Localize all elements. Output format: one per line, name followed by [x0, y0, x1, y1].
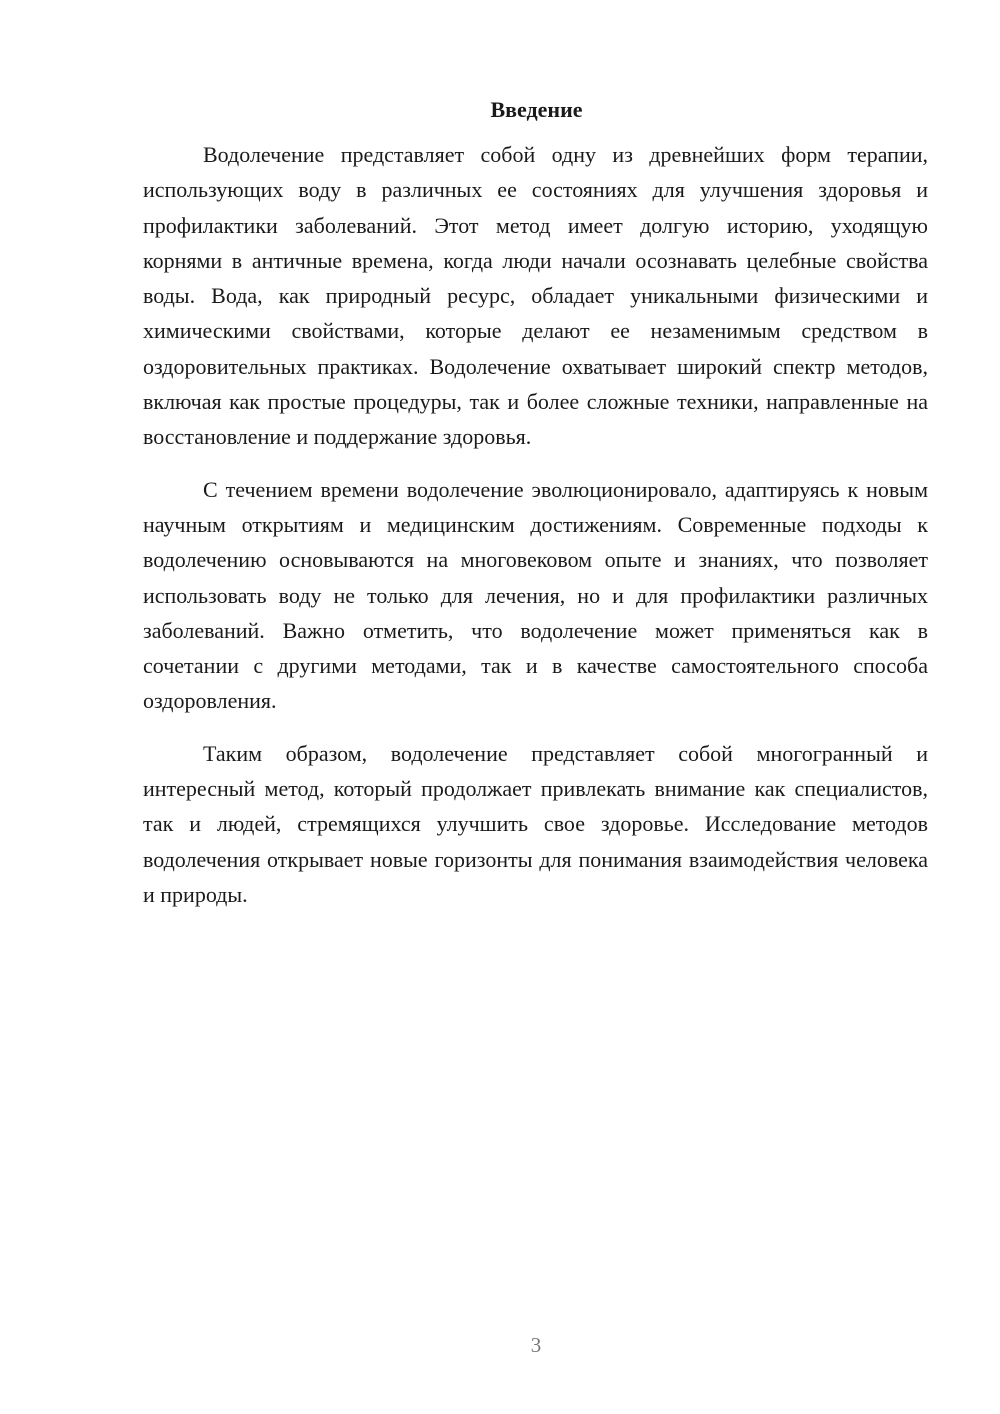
paragraph-3: Таким образом, водолечение представляет собой многогранный и интересный метод, который продолжает привлекать внимание как специалистов, так и людей, стремящихся улучшить свое здоровье. Исследование методов водолечения открывает новые горизонты для понимания взаимодействия человека и природы.: [143, 740, 928, 907]
document-body: [143, 95, 928, 929]
section-title: Введение: [490, 97, 583, 122]
paragraph-2: С течением времени водолечение эволюционировало, адаптируясь к новым научным открытиям и медицинским достижениям. Современные подходы к водолечению основываются на многовековом опыте и знаниях, что позволяет использовать воду не только для лечения, но и для профилактики различных заболеваний. Важно отметить, что водолечение может применяться как в сочетании с другими методами, так и в качестве самостоятельного способа оздоровления.: [143, 476, 928, 714]
paragraph-1: Водолечение представляет собой одну из древнейших форм терапии, использующих воду в различных ее состояниях для улучшения здоровья и профилактики заболеваний. Этот метод имеет долгую историю, уходящую корнями в античные времена, когда люди начали осознавать целебные свойства воды. Вода, как природный ресурс, обладает уникальными физическими и химическими свойствами, которые делают ее незаменимым средством в оздоровительных практиках. Водолечение охватывает широкий спектр методов, включая как простые процедуры, так и более сложные техники, направленные на восстановление и поддержание здоровья.: [143, 142, 928, 450]
page-number: 3: [530, 1333, 542, 1357]
